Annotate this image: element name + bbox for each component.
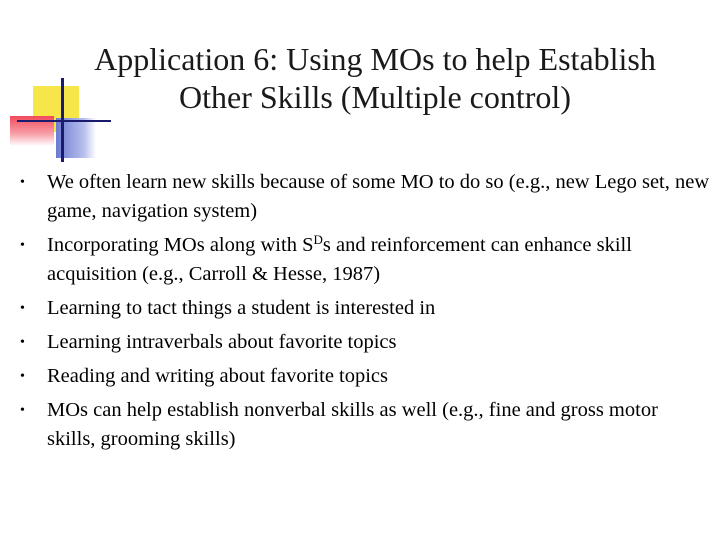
bullet-item bbox=[20, 294, 710, 323]
decor-horizontal-line bbox=[17, 120, 111, 122]
bullet-dot: • bbox=[20, 238, 25, 253]
bullet-text: Learning to tact things a student is interested in bbox=[47, 297, 436, 319]
bullet-dot: • bbox=[20, 369, 25, 384]
slide-title bbox=[40, 40, 710, 116]
bullet-dot: • bbox=[20, 301, 25, 316]
bullet-text-post: s and reinforcement can enhance skill acquisition (e.g., Carroll & Hesse, 1987) bbox=[47, 234, 632, 285]
bullet-item bbox=[20, 328, 710, 357]
bullet-list bbox=[20, 168, 710, 459]
bullet-item bbox=[20, 362, 710, 391]
bullet-item bbox=[20, 396, 710, 454]
bullet-text bbox=[47, 234, 632, 285]
bullet-text: We often learn new skills because of some MO to do so (e.g., new Lego set, new game, navigation system) bbox=[47, 171, 710, 222]
bullet-text: MOs can help establish nonverbal skills as well (e.g., fine and gross motor skills, grooming skills) bbox=[47, 399, 658, 450]
slide-title-line1: Application 6: Using MOs to help Establish bbox=[94, 41, 656, 77]
bullet-item bbox=[20, 168, 710, 226]
bullet-dot: • bbox=[20, 403, 25, 418]
slide-title-line2: Other Skills (Multiple control) bbox=[179, 79, 571, 115]
bullet-text: Reading and writing about favorite topics bbox=[47, 365, 389, 387]
bullet-text-pre: Incorporating MOs along with S bbox=[47, 234, 314, 256]
bullet-text: Learning intraverbals about favorite topics bbox=[47, 331, 397, 353]
bullet-dot: • bbox=[20, 335, 25, 350]
bullet-item bbox=[20, 231, 710, 289]
bullet-dot: • bbox=[20, 175, 25, 190]
superscript-d: D bbox=[313, 232, 323, 247]
